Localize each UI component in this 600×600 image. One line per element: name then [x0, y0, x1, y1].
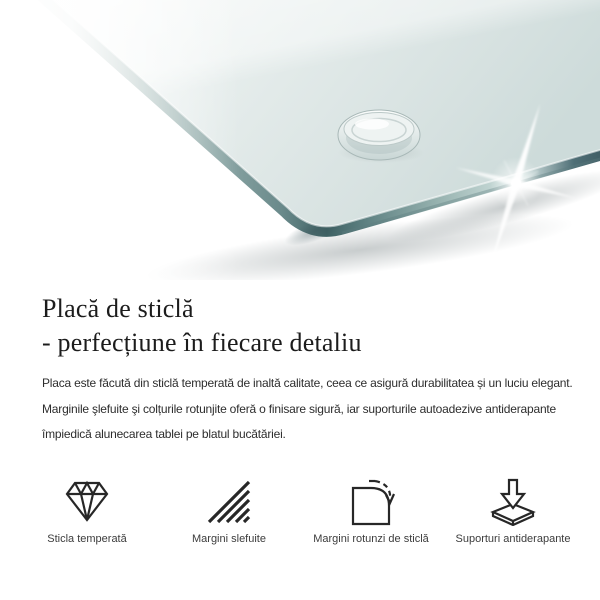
- feature-non-slip-supports: [442, 474, 584, 545]
- diamond-icon: [61, 474, 113, 526]
- title-line-1: Placă de sticlă: [42, 294, 194, 323]
- feature-list: [16, 474, 584, 545]
- polished-edges-icon: [204, 474, 254, 526]
- hero-photo: [0, 0, 600, 280]
- feature-rounded-corners: [300, 474, 442, 545]
- page-title: [42, 292, 600, 360]
- feature-label: Margini slefuite: [192, 532, 266, 545]
- feature-label: Sticla temperată: [47, 532, 127, 545]
- product-description: [42, 371, 600, 448]
- left-fade-overlay: [0, 0, 600, 280]
- feature-label: Suporturi antiderapante: [455, 532, 571, 545]
- feature-label: Margini rotunzi de sticlă: [313, 532, 429, 545]
- glass-plate-photo: [0, 0, 600, 280]
- feature-tempered-glass: [16, 474, 158, 545]
- feature-polished-edges: [158, 474, 300, 545]
- rounded-corner-icon: [346, 474, 396, 526]
- description-line: împiedică alunecarea tablei pe blatul bucătăriei.: [42, 427, 286, 441]
- description-line: Marginile şlefuite şi colțurile rotunjite oferă o finisare sigură, iar suporturile autoadezive antiderapante: [42, 401, 557, 416]
- title-line-2: - perfecțiune în fiecare detaliu: [42, 328, 362, 357]
- non-slip-supports-icon: [487, 474, 539, 526]
- description-line: Placa este făcută din sticlă temperată de inaltă calitate, ceea ce asigură durabilitatea și un luciu elegant.: [42, 376, 573, 390]
